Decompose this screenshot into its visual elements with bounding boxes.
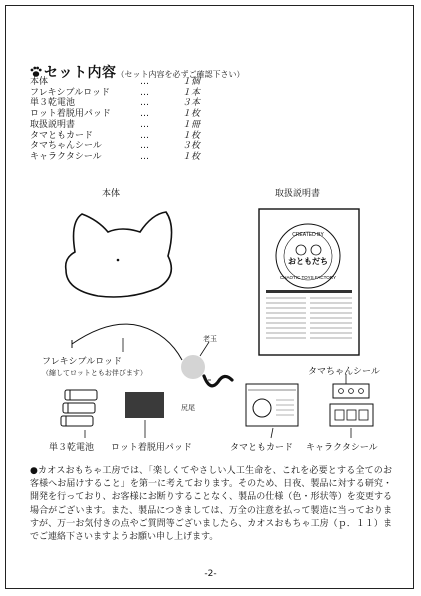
item-qty: １本 [181, 87, 200, 98]
rod-note: （縮してロットともお伴びます） [42, 369, 147, 377]
item-name: キャラクタシール [30, 151, 102, 162]
item-name: タマちゃんシール [30, 141, 102, 152]
item-dots: … [140, 109, 149, 120]
rod-label: フレキシブルロッド [42, 357, 123, 367]
item-dots: … [140, 151, 149, 162]
item-qty: １枚 [181, 130, 200, 141]
notice-paragraph: ●カオスおもちゃ工房では、「楽しくてやさしい人工生命を、これを必要とする全てのお客様へお届けすること」を第一に考えております。そのため、日夜、製品に対する研究・開発を行っており、お客様にお断りすることなく、製品の仕様（色・形状等）を変更する場合がございます。また、製品につきましては、万全の注意を払って製造に当っておりますが、万一お気付きの点やご質問等ございましたら、カオスおもちゃ工房（ｐ．１１）までご連絡下さいますようお願い申し上げます。 [30, 466, 392, 543]
manual-ring-top: CREATED BY [292, 232, 324, 238]
item-qty: １枚 [181, 151, 200, 162]
body-illustration [66, 212, 172, 297]
ball-illustration [181, 355, 205, 379]
item-qty: ３枚 [181, 141, 200, 152]
tail-label: 尻尾 [181, 404, 195, 412]
manual-label: 取扱説明書 [275, 189, 321, 199]
body-label: 本体 [102, 189, 121, 199]
item-qty: １枚 [181, 109, 200, 120]
item-qty: ３本 [181, 98, 200, 109]
manual-illustration [259, 209, 359, 355]
character-seal-illustration [330, 404, 373, 426]
card-illustration [246, 384, 298, 426]
item-name: 取扱説明書 [30, 119, 76, 130]
item-dots: … [140, 98, 149, 109]
section-title: セット内容 [44, 65, 117, 81]
character-seal-label: キャラクタシール [306, 443, 378, 453]
item-dots: … [140, 130, 149, 141]
item-name: 単３乾電池 [30, 98, 76, 109]
battery-illustration [61, 390, 97, 426]
item-qty: １冊 [181, 119, 200, 130]
item-name: 本体 [30, 77, 49, 87]
item-name: ロット着脱用パッド [30, 109, 111, 120]
item-dots: … [140, 87, 149, 98]
item-qty: １個 [181, 77, 200, 87]
card-label: タマともカード [230, 443, 294, 453]
item-dots: … [140, 141, 149, 152]
manual-logo: おともだち [288, 257, 328, 266]
tama-seal-label: タマちゃんシール [308, 367, 380, 377]
item-dots: … [140, 77, 149, 87]
tama-seal-illustration [333, 384, 369, 398]
batteries-label: 単３乾電池 [49, 443, 95, 453]
item-name: タマともカード [30, 130, 94, 141]
page-number: -2- [204, 569, 217, 579]
pad-label: ロット着脱用パッド [111, 443, 192, 453]
tail-illustration [204, 376, 232, 386]
ball-label: 老玉 [203, 335, 217, 343]
section-note: （セット内容を必ずご確認下さい） [116, 70, 245, 79]
item-dots: … [140, 119, 149, 130]
item-name: フレキシブルロッド [30, 87, 111, 98]
manual-ring-bottom: CHAOTIC TOYS FACTORY [280, 275, 336, 280]
pad-illustration [125, 392, 164, 418]
